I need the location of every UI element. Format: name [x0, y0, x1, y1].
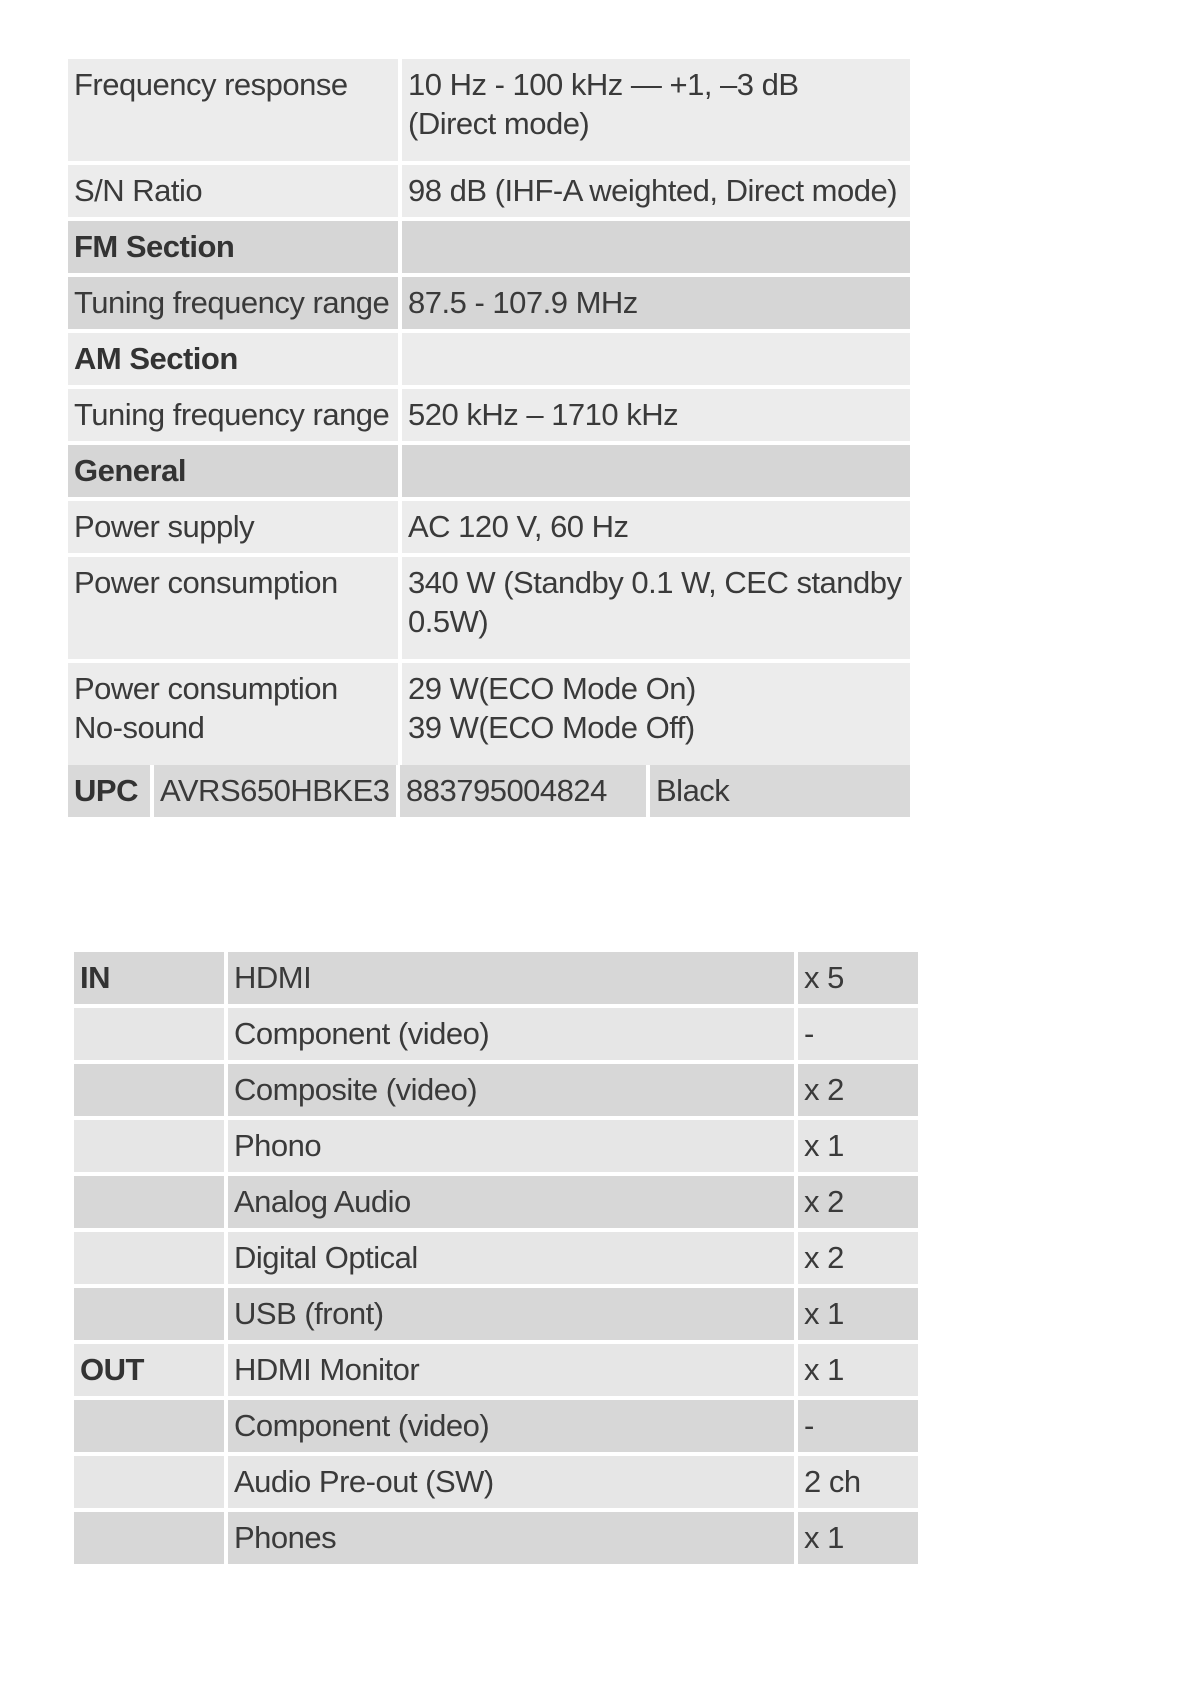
group-label — [74, 1288, 224, 1340]
group-label — [74, 1120, 224, 1172]
connection-count: x 2 — [798, 1232, 918, 1284]
spec-section-am — [68, 333, 910, 385]
table-row — [74, 1176, 918, 1228]
spec-label: Tuning frequency range — [68, 277, 398, 329]
spec-section-general — [68, 445, 910, 497]
upc-row — [68, 765, 910, 817]
connection-count: 2 ch — [798, 1456, 918, 1508]
upc-color: Black — [650, 765, 910, 817]
upc-code: 883795004824 — [400, 765, 646, 817]
connection-name: HDMI Monitor — [228, 1344, 794, 1396]
spec-section-fm — [68, 221, 910, 273]
spec-value: 87.5 - 107.9 MHz — [402, 277, 910, 329]
spec-row-sn-ratio — [68, 165, 910, 217]
group-label — [74, 1176, 224, 1228]
group-label — [74, 1064, 224, 1116]
spec-row-fm-tuning-range — [68, 277, 910, 329]
connection-name: Analog Audio — [228, 1176, 794, 1228]
connection-name: USB (front) — [228, 1288, 794, 1340]
group-label: IN — [74, 952, 224, 1004]
spec-value — [402, 445, 910, 497]
spec-label: Tuning frequency range — [68, 389, 398, 441]
spec-row-power-consumption-no-sound — [68, 663, 910, 765]
spec-value: 340 W (Standby 0.1 W, CEC standby 0.5W) — [402, 557, 910, 659]
table-row — [74, 1120, 918, 1172]
upc-model: AVRS650HBKE3 — [154, 765, 396, 817]
connections-table — [70, 948, 922, 1568]
table-row — [74, 1288, 918, 1340]
connection-count: x 1 — [798, 1344, 918, 1396]
connection-count: x 1 — [798, 1288, 918, 1340]
table-row — [74, 1232, 918, 1284]
group-label — [74, 1232, 224, 1284]
table-row — [74, 1456, 918, 1508]
spec-value: 98 dB (IHF-A weighted, Direct mode) — [402, 165, 910, 217]
spec-value: AC 120 V, 60 Hz — [402, 501, 910, 553]
connection-name: Audio Pre-out (SW) — [228, 1456, 794, 1508]
spec-row-am-tuning-range — [68, 389, 910, 441]
connection-count: - — [798, 1008, 918, 1060]
spec-value: 10 Hz - 100 kHz — +1, –3 dB (Direct mode) — [402, 59, 910, 161]
group-label — [74, 1400, 224, 1452]
connection-count: x 5 — [798, 952, 918, 1004]
spec-row-power-consumption — [68, 557, 910, 659]
connection-name: Phones — [228, 1512, 794, 1564]
table-row — [74, 1344, 918, 1396]
spec-row-frequency-response — [68, 59, 910, 161]
connection-name: Composite (video) — [228, 1064, 794, 1116]
connection-name: Component (video) — [228, 1008, 794, 1060]
connection-count: x 2 — [798, 1176, 918, 1228]
specifications-table — [64, 55, 914, 769]
table-row — [74, 1400, 918, 1452]
upc-table — [64, 761, 914, 821]
group-label — [74, 1456, 224, 1508]
table-row — [74, 1008, 918, 1060]
upc-label: UPC — [68, 765, 150, 817]
spec-value — [402, 333, 910, 385]
connection-count: x 2 — [798, 1064, 918, 1116]
section-heading: FM Section — [68, 221, 398, 273]
group-label — [74, 1512, 224, 1564]
connection-name: HDMI — [228, 952, 794, 1004]
connection-count: x 1 — [798, 1120, 918, 1172]
spec-label: Power consumption No-sound — [68, 663, 398, 765]
section-heading: AM Section — [68, 333, 398, 385]
spec-row-power-supply — [68, 501, 910, 553]
group-label — [74, 1008, 224, 1060]
spec-value: 520 kHz – 1710 kHz — [402, 389, 910, 441]
spec-value: 29 W(ECO Mode On) 39 W(ECO Mode Off) — [402, 663, 910, 765]
group-label: OUT — [74, 1344, 224, 1396]
section-heading: General — [68, 445, 398, 497]
connection-name: Component (video) — [228, 1400, 794, 1452]
spec-label: Frequency response — [68, 59, 398, 161]
table-row — [74, 952, 918, 1004]
spec-label: S/N Ratio — [68, 165, 398, 217]
connection-count: - — [798, 1400, 918, 1452]
connection-name: Phono — [228, 1120, 794, 1172]
spec-value — [402, 221, 910, 273]
table-row — [74, 1064, 918, 1116]
connection-name: Digital Optical — [228, 1232, 794, 1284]
table-row — [74, 1512, 918, 1564]
spec-label: Power supply — [68, 501, 398, 553]
spec-label: Power consumption — [68, 557, 398, 659]
connection-count: x 1 — [798, 1512, 918, 1564]
